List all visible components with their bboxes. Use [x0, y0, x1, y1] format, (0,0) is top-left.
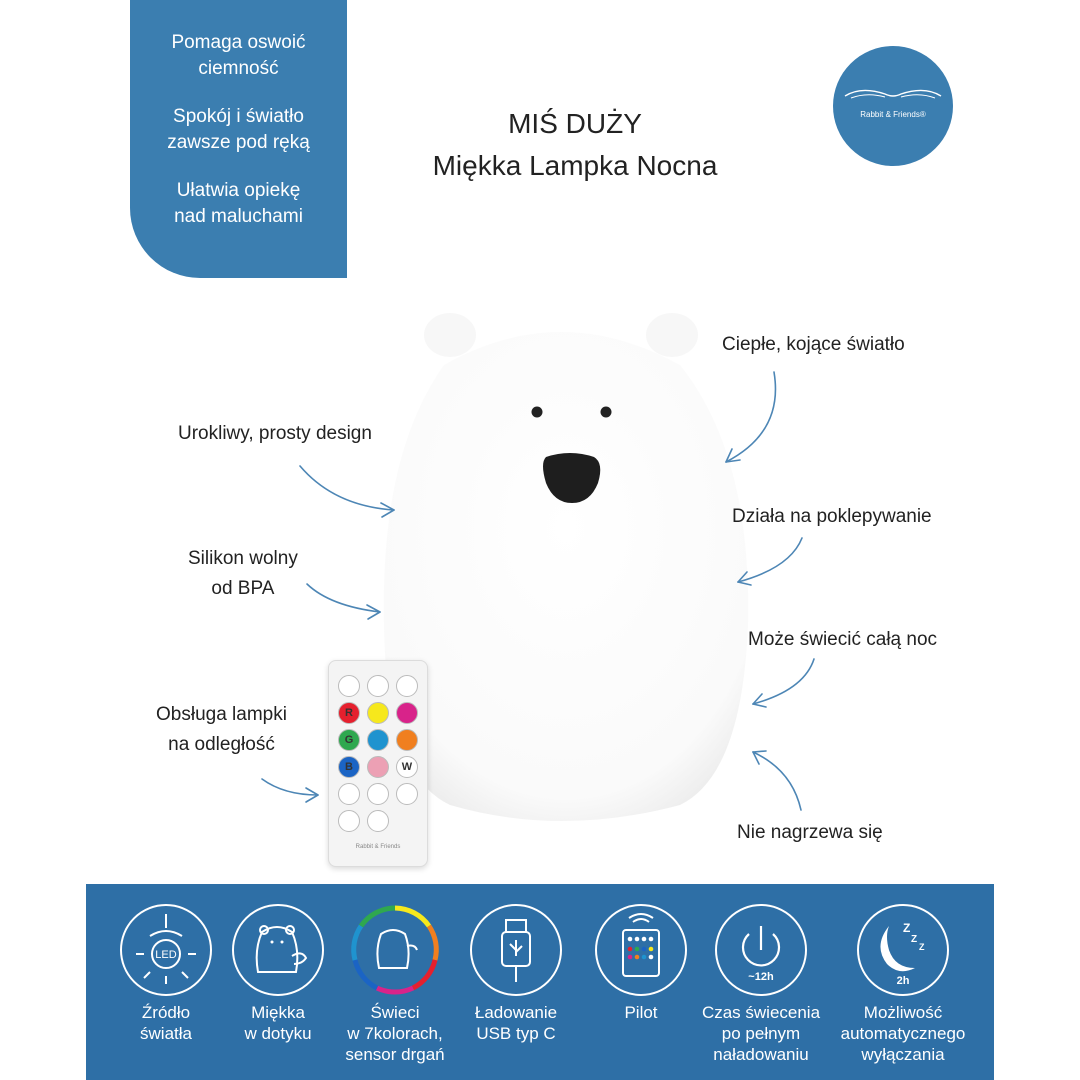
callout-no-heat: Nie nagrzewa się	[737, 822, 883, 843]
benefit-text: Spokój i światło zawsze pod ręką	[167, 106, 310, 153]
benefit-text: Pomaga oswoić ciemność	[171, 32, 306, 79]
arrow-all-night	[753, 659, 814, 704]
svg-text:Z: Z	[903, 921, 911, 935]
remote-button: B	[338, 756, 360, 778]
feature-label: Możliwość automatycznego wyłączania	[840, 1003, 966, 1064]
callout-tap: Działa na poklepywanie	[732, 506, 932, 527]
sleep-moon-icon	[857, 904, 949, 996]
arrow-remote	[262, 779, 318, 795]
product-subtitle: Miękka Lampka Nocna	[432, 150, 718, 181]
arrow-no-heat	[753, 752, 801, 810]
arrow-tap	[738, 538, 802, 582]
benefit-text: Ułatwia opiekę nad maluchami	[174, 180, 303, 227]
usb-c-icon	[470, 904, 562, 996]
feature-label: Miękka w dotyku	[244, 1003, 312, 1043]
product-title: MIŚ DUŻY	[508, 108, 642, 139]
svg-text:LED: LED	[155, 949, 177, 961]
remote-button: G	[338, 729, 360, 751]
feature-label: Źródło światła	[140, 1003, 192, 1043]
callout-all-night: Może świecić całą noc	[748, 629, 938, 650]
svg-text:Z: Z	[911, 934, 918, 945]
callout-design: Urokliwy, prosty design	[178, 423, 372, 444]
features-band	[86, 884, 994, 1080]
remote-button: R	[338, 702, 360, 724]
callout-warm-light: Ciepłe, kojące światło	[722, 334, 905, 355]
arrow-silicone	[307, 584, 380, 612]
remote-icon	[595, 904, 687, 996]
power-timer-icon	[715, 904, 807, 996]
remote-brand: Rabbit & Friends	[355, 844, 401, 850]
led-bulb-icon	[120, 904, 212, 996]
arrow-design	[300, 466, 394, 510]
svg-text:~12h: ~12h	[748, 971, 774, 983]
soft-bear-icon	[232, 904, 324, 996]
arrow-warm-light	[726, 372, 775, 462]
feature-label: Ładowanie USB typ C	[474, 1003, 558, 1043]
callout-silicone: Silikon wolny od BPA	[188, 548, 298, 599]
feature-label: Pilot	[624, 1003, 658, 1022]
svg-text:Z: Z	[919, 942, 925, 952]
feature-label: Świeci w 7kolorach, sensor drgań	[345, 1003, 445, 1064]
svg-text:2h: 2h	[896, 975, 910, 987]
callout-remote: Obsługa lampki na odległość	[156, 704, 287, 755]
brand-name: Rabbit & Friends®	[860, 110, 926, 119]
feature-label: Czas świecenia po pełnym naładowaniu	[701, 1003, 821, 1064]
color-bear-icon	[349, 904, 441, 996]
remote-button: W	[396, 756, 418, 778]
